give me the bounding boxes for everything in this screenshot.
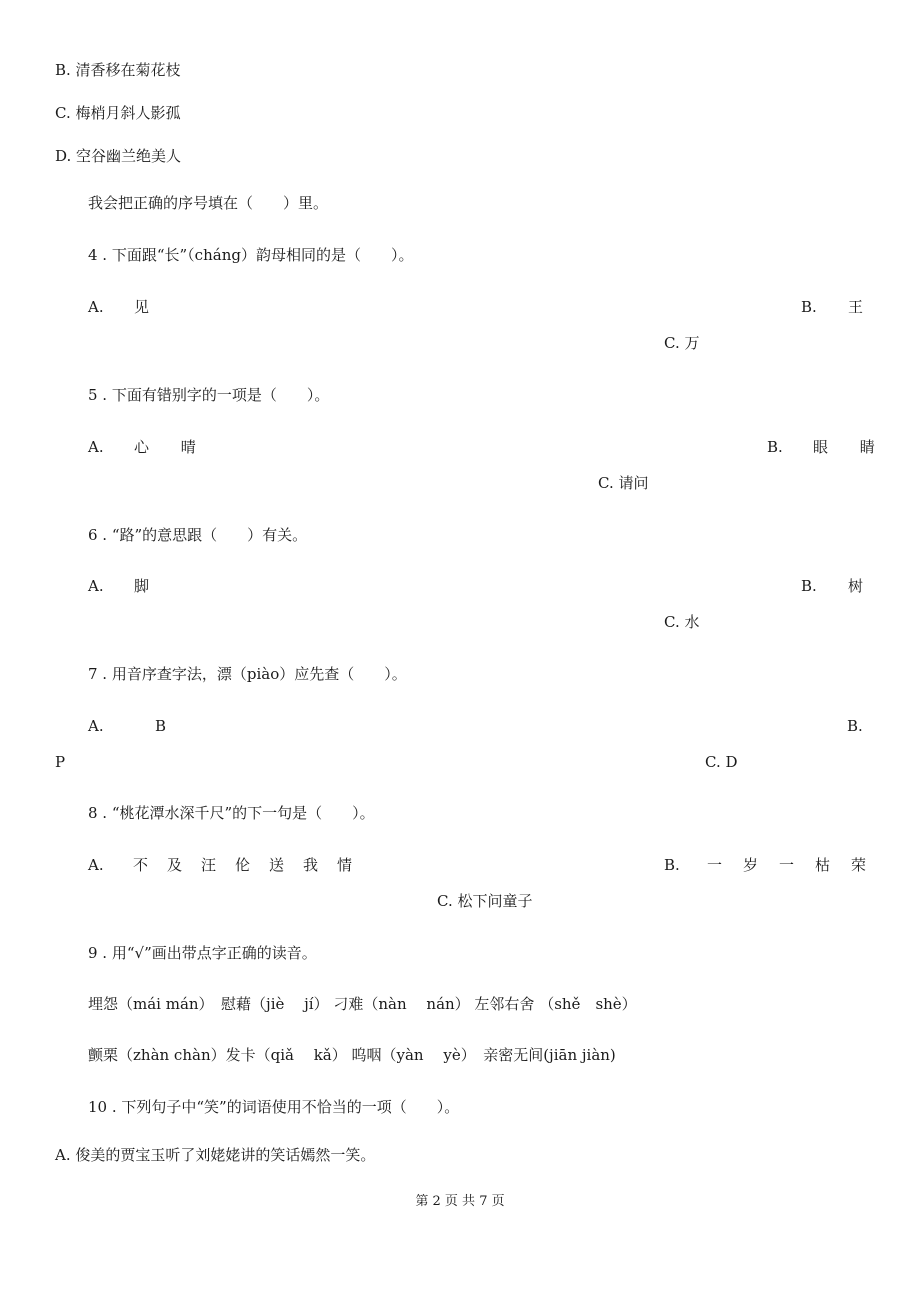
question-6-stem: 6 . “路”的意思跟（ ）有关。 (88, 526, 308, 544)
question-10-option-a: A. 俊美的贾宝玉听了刘姥姥讲的笑话嫣然一笑。 (55, 1146, 376, 1164)
question-4-stem: 4 . 下面跟“长”（cháng）韵母相同的是（ ）。 (88, 246, 414, 264)
question-10-stem: 10 . 下列句子中“笑”的词语使用不恰当的一项（ ）。 (88, 1098, 460, 1116)
page-footer: 第 2 页 共 7 页 (415, 1194, 505, 1209)
question-8-option-a-label: A. (88, 856, 104, 874)
question-4-option-b-label: B. (801, 298, 817, 316)
question-6-option-b-text: 树 (848, 577, 864, 595)
question-9-row-1: 埋怨（mái mán） 慰藉（jiè jí） 刁难（nàn nán） 左邻右舍 （shě shè） (88, 995, 637, 1013)
question-5-option-a-text: 心 晴 (134, 438, 210, 456)
question-4-option-a-text: 见 (134, 298, 150, 316)
question-8-option-b-text: 一岁一枯荣 (707, 856, 888, 874)
question-9-stem: 9 . 用“√”画出带点字正确的读音。 (88, 944, 317, 962)
question-5-stem: 5 . 下面有错别字的一项是（ ）。 (88, 386, 330, 404)
option-b-prev: B. 清香移在菊花枝 (55, 61, 181, 79)
question-7-stem: 7 . 用音序查字法，漂（piào）应先查（ ）。 (88, 665, 407, 683)
question-6-option-b-label: B. (801, 577, 817, 595)
question-6-option-c: C. 水 (664, 613, 700, 631)
question-5-option-c: C. 请问 (598, 474, 649, 492)
question-4-option-b-text: 王 (848, 298, 864, 316)
option-c-prev: C. 梅梢月斜人影孤 (55, 104, 181, 122)
question-5-option-b-label: B. (767, 438, 783, 456)
question-7-option-b-text: P (55, 753, 66, 771)
question-6-option-a-label: A. (88, 577, 104, 595)
question-4-option-a-label: A. (88, 298, 104, 316)
question-4-option-c: C. 万 (664, 334, 700, 352)
question-8-option-a-text: 不及汪伦送我情 (133, 856, 372, 874)
question-8-stem: 8 . “桃花潭水深千尺”的下一句是（ ）。 (88, 804, 375, 822)
question-7-option-c: C. D (705, 753, 738, 771)
option-d-prev: D. 空谷幽兰绝美人 (55, 147, 182, 165)
question-5-option-a-label: A. (88, 438, 104, 456)
question-7-option-a-label: A. (88, 717, 104, 735)
question-5-option-b-text: 眼 睛 (813, 438, 889, 456)
question-7-option-b-label: B. (847, 717, 863, 735)
question-7-option-a-text: B (155, 717, 167, 735)
question-6-option-a-text: 脚 (134, 577, 150, 595)
question-9-row-2: 颤栗（zhàn chàn）发卡（qiǎ kǎ） 呜咽（yàn yè） 亲密无间(jiān jiàn) (88, 1046, 616, 1064)
question-8-option-c: C. 松下问童子 (437, 892, 533, 910)
question-8-option-b-label: B. (664, 856, 680, 874)
section-instruction: 我会把正确的序号填在（ ）里。 (88, 194, 329, 212)
